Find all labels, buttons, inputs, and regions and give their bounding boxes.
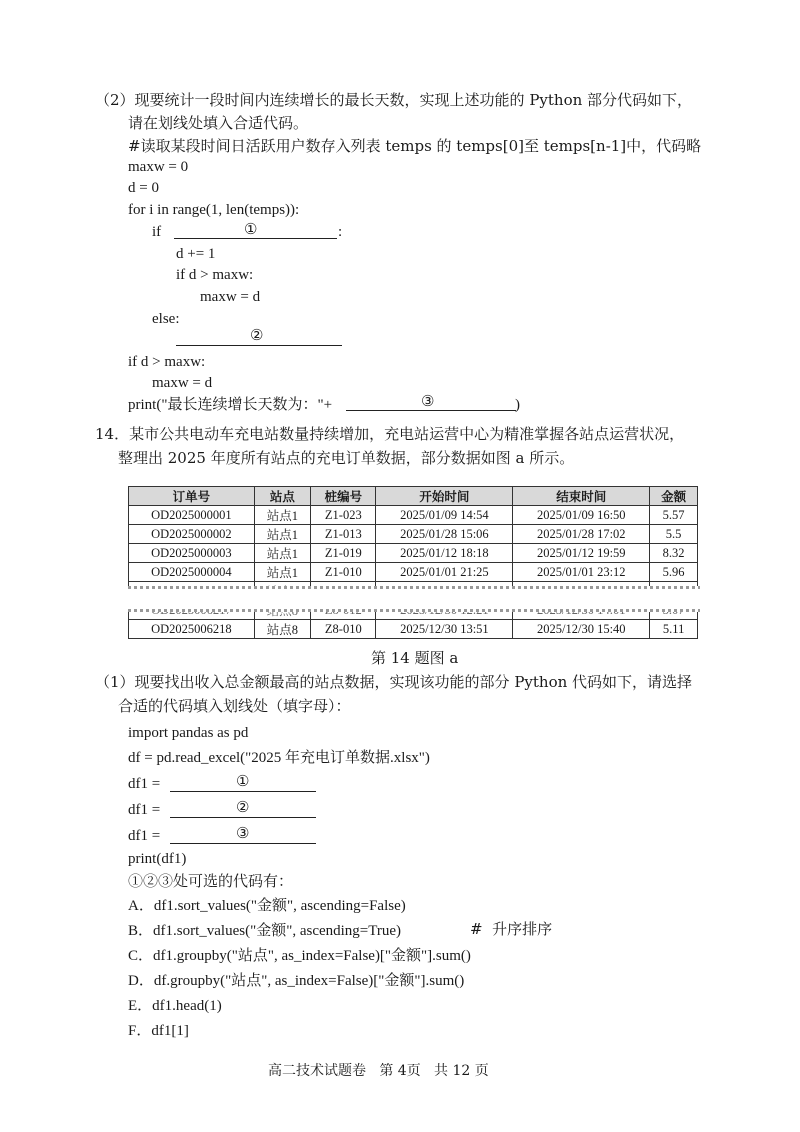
cell: OD2025006218	[129, 620, 255, 639]
figure-caption: 第 14 题图 a	[371, 649, 459, 667]
q14-part1-line2: 合适的代码填入划线处（填字母）：	[118, 697, 351, 715]
cell: OD2025000002	[129, 525, 255, 544]
q13-part2-intro-line1: （2）现要统计一段时间内连续增长的最长天数，实现上述功能的 Python 部分代码如下，	[95, 91, 693, 109]
code-line-if: if	[152, 224, 162, 240]
option-e[interactable]	[128, 999, 222, 1014]
code-comment: #读取某段时间日活跃用户数存入列表 temps 的 temps[0]至 temps[n-1]中，代码略	[128, 137, 702, 155]
cell: Z1-023	[311, 506, 376, 525]
option-d[interactable]	[128, 974, 464, 989]
blank-mark-q14-3: ③	[236, 824, 250, 842]
cell: 5.57	[650, 506, 698, 525]
cell: 2025/12/30 15:40	[513, 620, 650, 639]
table-row	[129, 525, 698, 544]
code-close-paren: )	[515, 397, 520, 413]
col-pile-id: 桩编号	[311, 487, 376, 506]
answer-blank-q14-3[interactable]	[170, 843, 316, 844]
cell: 2025/12/30 13:51	[376, 620, 513, 639]
code-line-d-incr: d += 1	[176, 246, 216, 262]
option-letter: C．	[128, 948, 154, 964]
code-df1-line2: df1 =	[128, 802, 161, 818]
cell: Z1-013	[311, 525, 376, 544]
cell: 5.96	[650, 563, 698, 582]
option-letter: A．	[128, 898, 154, 914]
cell: 5.11	[650, 620, 698, 639]
col-order-id: 订单号	[129, 487, 255, 506]
cell: OD2025000003	[129, 544, 255, 563]
cell: 2025/01/28 15:06	[376, 525, 513, 544]
code-print: print(df1)	[128, 851, 187, 867]
blank-mark-q14-1: ①	[236, 772, 250, 790]
code-import: import pandas as pd	[128, 725, 249, 741]
table-header-row	[129, 487, 698, 506]
option-code: df1.sort_values("金额", ascending=True)	[153, 923, 402, 939]
blank-mark-q14-2: ②	[236, 798, 250, 816]
code-read-excel: df = pd.read_excel("2025 年充电订单数据.xlsx")	[128, 750, 430, 766]
option-letter: B．	[128, 923, 154, 939]
answer-blank-q14-2[interactable]	[170, 817, 316, 818]
table-row	[129, 620, 698, 639]
cell: 2025/01/09 16:50	[513, 506, 650, 525]
option-code: df1.head(1)	[152, 998, 222, 1014]
cell: Z1-010	[311, 563, 376, 582]
code-line-for: for i in range(1, len(temps)):	[128, 202, 300, 218]
code-line-print: print("最长连续增长天数为："+	[128, 397, 333, 413]
cell: 2025/01/01 21:25	[376, 563, 513, 582]
table-row	[129, 563, 698, 582]
table-row	[129, 506, 698, 525]
cell: 站点8	[254, 620, 311, 639]
q14-part1-line1: （1）现要找出收入总金额最高的站点数据，实现该功能的部分 Python 代码如下，请选择	[95, 673, 693, 691]
code-line-final-assign: maxw = d	[152, 375, 213, 391]
option-letter: E．	[128, 998, 153, 1014]
cell: 2025/01/28 17:02	[513, 525, 650, 544]
cell: 2025/01/12 19:59	[513, 544, 650, 563]
options-intro: ①②③处可选的代码有：	[128, 872, 294, 890]
answer-blank-3[interactable]	[346, 410, 516, 411]
q14-intro-line1: 14．某市公共电动车充电站数量持续增加，充电站运营中心为精准掌握各站点运营状况，	[95, 425, 685, 443]
col-end-time: 结束时间	[513, 487, 650, 506]
code-line-else: else:	[152, 311, 180, 327]
table-row	[129, 544, 698, 563]
code-line-inner-assign: maxw = d	[200, 289, 261, 305]
option-a[interactable]	[128, 899, 406, 914]
cell: 8.32	[650, 544, 698, 563]
option-code: df1[1]	[151, 1023, 189, 1039]
answer-blank-2[interactable]	[176, 345, 342, 346]
tear-edge-top	[128, 586, 700, 589]
col-amount: 金额	[650, 487, 698, 506]
option-code: df1.groupby("站点", as_index=False)["金额"].sum()	[153, 948, 471, 964]
cell: OD2025000004	[129, 563, 255, 582]
cell: Z8-010	[311, 620, 376, 639]
code-df1-line1: df1 =	[128, 776, 161, 792]
option-letter: F．	[128, 1023, 152, 1039]
option-code: df1.sort_values("金额", ascending=False)	[153, 898, 406, 914]
option-code: df.groupby("站点", as_index=False)["金额"].sum()	[153, 973, 465, 989]
answer-blank-q14-1[interactable]	[170, 791, 316, 792]
cell: 站点1	[254, 506, 311, 525]
option-c[interactable]	[128, 949, 471, 964]
q13-part2-intro-line2: 请在划线处填入合适代码。	[128, 114, 309, 132]
order-data-table	[128, 486, 698, 639]
cell: 站点1	[254, 544, 311, 563]
code-line-d-init: d = 0	[128, 180, 159, 196]
q14-intro-line2: 整理出 2025 年度所有站点的充电订单数据，部分数据如图 a 所示。	[118, 449, 575, 467]
col-start-time: 开始时间	[376, 487, 513, 506]
code-line-maxw-init: maxw = 0	[128, 159, 189, 175]
answer-blank-1[interactable]	[174, 238, 337, 239]
cell: Z1-019	[311, 544, 376, 563]
code-df1-line3: df1 =	[128, 828, 161, 844]
option-f[interactable]	[128, 1024, 189, 1039]
cell: 站点1	[254, 525, 311, 544]
option-b[interactable]	[128, 924, 401, 939]
code-colon: :	[338, 224, 343, 240]
page-footer: 高二技术试题卷 第 4页 共 12 页	[268, 1063, 489, 1079]
cell: 2025/01/01 23:12	[513, 563, 650, 582]
blank-mark-2: ②	[250, 326, 264, 344]
code-line-final-if: if d > maxw:	[128, 354, 206, 370]
option-letter: D．	[128, 973, 154, 989]
tear-edge-bottom	[128, 609, 700, 612]
blank-mark-1: ①	[244, 220, 258, 238]
code-line-inner-if: if d > maxw:	[176, 267, 254, 283]
cell: 2025/01/12 18:18	[376, 544, 513, 563]
blank-mark-3: ③	[421, 392, 435, 410]
cell: OD2025000001	[129, 506, 255, 525]
cell: 5.5	[650, 525, 698, 544]
cell: 2025/01/09 14:54	[376, 506, 513, 525]
option-b-note: # 升序排序	[470, 920, 553, 938]
col-station: 站点	[254, 487, 311, 506]
cell: 站点1	[254, 563, 311, 582]
